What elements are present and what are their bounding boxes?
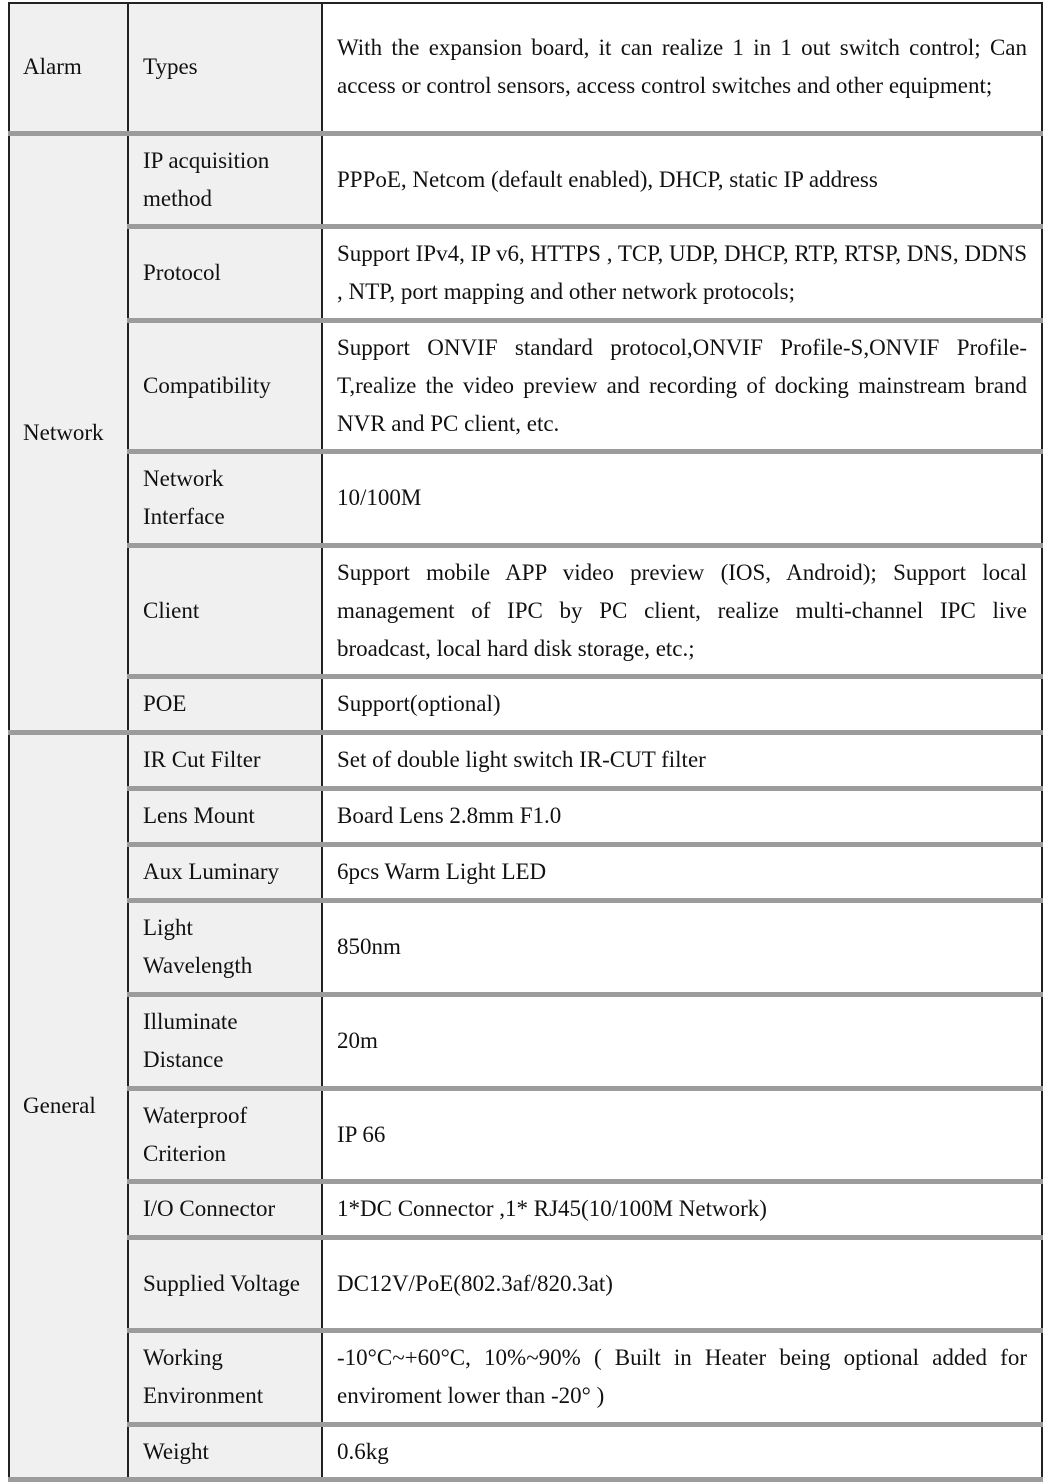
table-row <box>9 1424 1042 1479</box>
table-row <box>9 900 1042 994</box>
feature-cell: Lens Mount <box>128 788 322 844</box>
spec-table <box>8 2 1043 1482</box>
value-cell: PPPoE, Netcom (default enabled), DHCP, static IP address <box>322 133 1042 226</box>
value-cell: -10°C~+60°C, 10%~90% ( Built in Heater being optional added for enviroment lower than -20° ) <box>322 1330 1042 1424</box>
value-cell: 1*DC Connector ,1* RJ45(10/100M Network) <box>322 1181 1042 1237</box>
table-row <box>9 451 1042 545</box>
feature-cell: I/O Connector <box>128 1181 322 1237</box>
value-cell: 20m <box>322 994 1042 1088</box>
feature-cell: Light Wavelength <box>128 900 322 994</box>
category-general: General <box>9 732 128 1479</box>
table-row <box>9 788 1042 844</box>
feature-cell: Compatibility <box>128 320 322 451</box>
feature-cell: IP acquisition method <box>128 133 322 226</box>
table-row <box>9 676 1042 732</box>
value-cell: With the expansion board, it can realize 1 in 1 out switch control; Can access or control sensors, access control switches and other equipment; <box>322 3 1042 133</box>
feature-cell: Waterproof Criterion <box>128 1088 322 1181</box>
value-cell: 0.6kg <box>322 1424 1042 1479</box>
feature-cell: Weight <box>128 1424 322 1479</box>
table-row <box>9 844 1042 900</box>
value-cell: 850nm <box>322 900 1042 994</box>
table-row <box>9 994 1042 1088</box>
table-row <box>9 320 1042 451</box>
table-row <box>9 3 1042 133</box>
value-cell: 10/100M <box>322 451 1042 545</box>
feature-cell: Client <box>128 545 322 676</box>
feature-cell: Aux Luminary <box>128 844 322 900</box>
feature-cell: Illuminate Distance <box>128 994 322 1088</box>
feature-cell: Supplied Voltage <box>128 1237 322 1330</box>
value-cell: Support IPv4, IP v6, HTTPS , TCP, UDP, DHCP, RTP, RTSP, DNS, DDNS , NTP, port mapping and other network protocols; <box>322 226 1042 320</box>
category-network: Network <box>9 133 128 732</box>
feature-cell: Protocol <box>128 226 322 320</box>
feature-cell: Working Environment <box>128 1330 322 1424</box>
feature-cell: Network Interface <box>128 451 322 545</box>
table-row <box>9 545 1042 676</box>
value-cell: Support ONVIF standard protocol,ONVIF Profile-S,ONVIF Profile-T,realize the video preview and recording of docking mainstream brand NVR and PC client, etc. <box>322 320 1042 451</box>
table-row <box>9 1237 1042 1330</box>
table-row <box>9 226 1042 320</box>
feature-cell: POE <box>128 676 322 732</box>
value-cell: 6pcs Warm Light LED <box>322 844 1042 900</box>
table-row <box>9 1330 1042 1424</box>
value-cell: DC12V/PoE(802.3af/820.3at) <box>322 1237 1042 1330</box>
table-row <box>9 133 1042 226</box>
value-cell: Board Lens 2.8mm F1.0 <box>322 788 1042 844</box>
value-cell: IP 66 <box>322 1088 1042 1181</box>
category-alarm: Alarm <box>9 3 128 133</box>
feature-cell: IR Cut Filter <box>128 732 322 788</box>
value-cell: Support(optional) <box>322 676 1042 732</box>
value-cell: Set of double light switch IR-CUT filter <box>322 732 1042 788</box>
table-row <box>9 1088 1042 1181</box>
table-row <box>9 732 1042 788</box>
feature-cell: Types <box>128 3 322 133</box>
table-row <box>9 1181 1042 1237</box>
value-cell: Support mobile APP video preview (IOS, Android); Support local management of IPC by PC client, realize multi-channel IPC live broadcast, local hard disk storage, etc.; <box>322 545 1042 676</box>
